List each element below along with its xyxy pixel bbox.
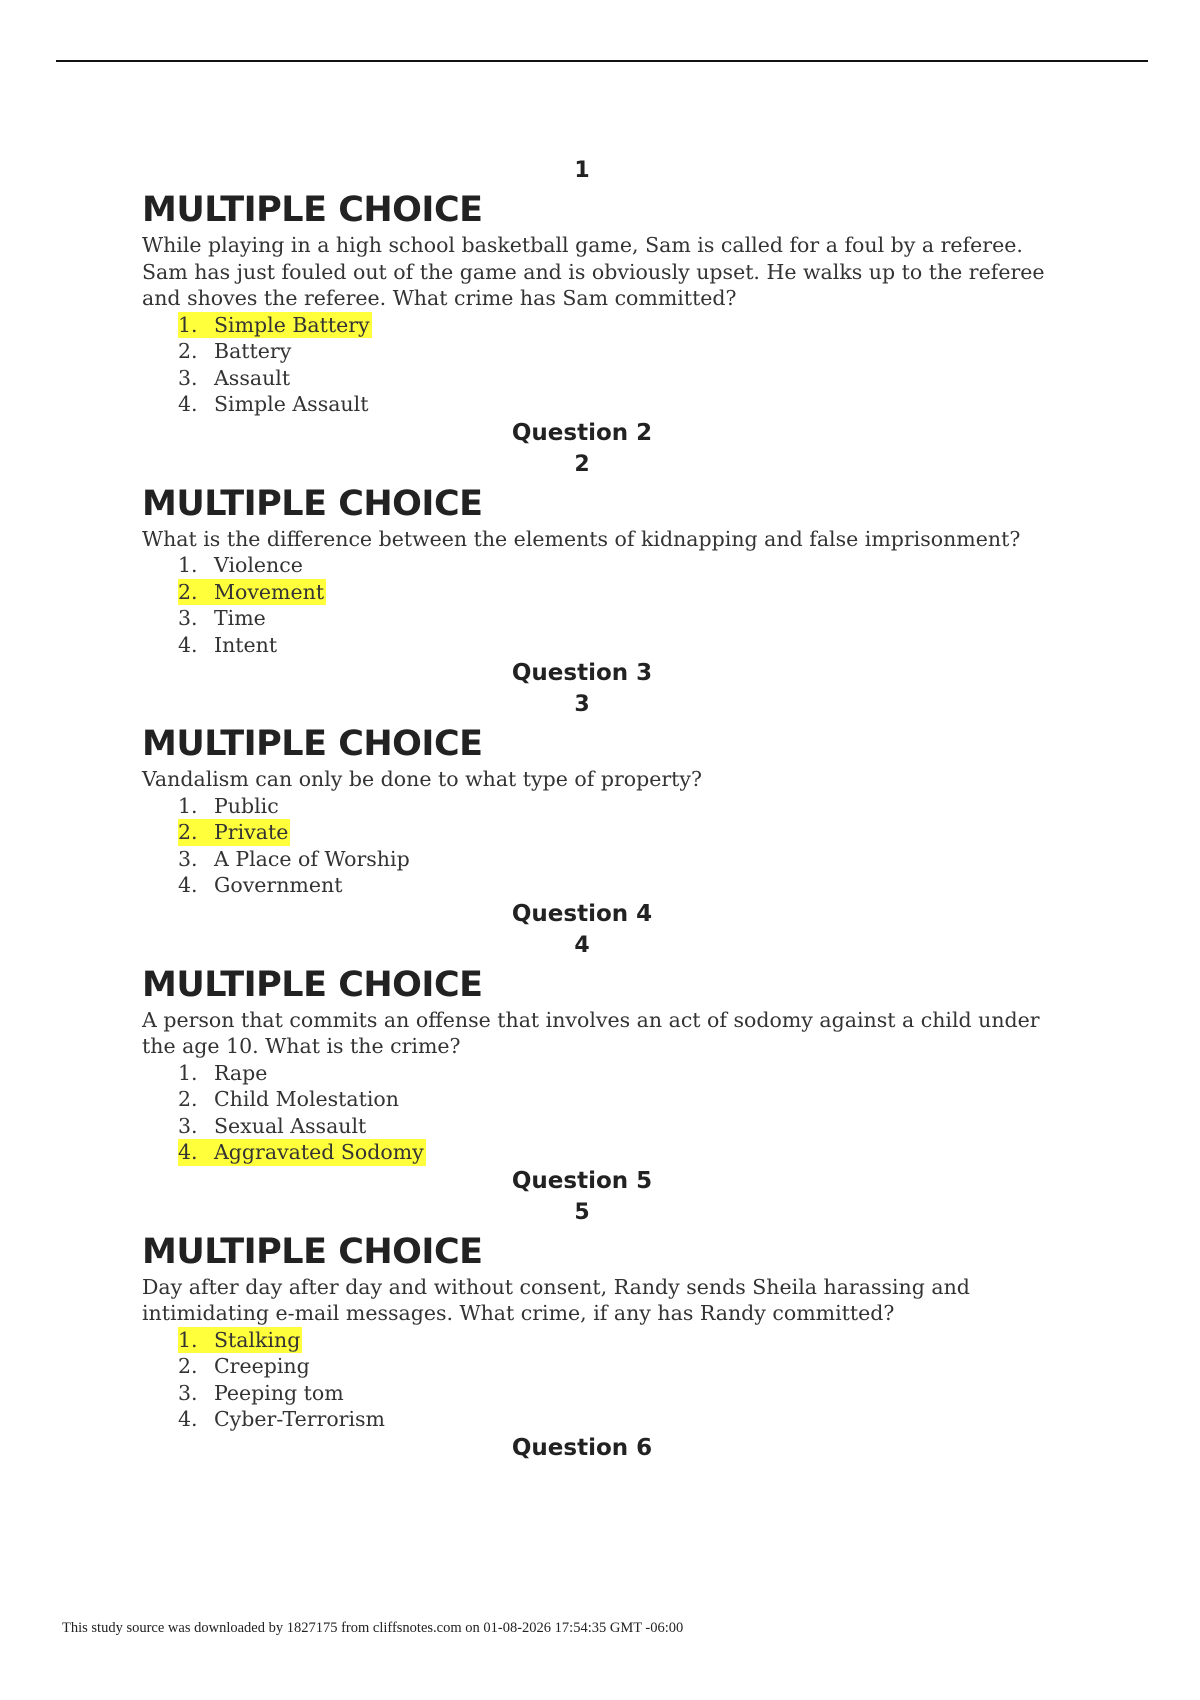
answer-label: Peeping tom — [214, 1380, 344, 1405]
question-label: Question 2 — [511, 419, 653, 446]
question-block — [142, 156, 1062, 418]
answer-number: 3. — [178, 365, 198, 390]
question-text: What is the difference between the elements of kidnapping and false imprisonment? — [142, 526, 1021, 551]
question-block — [142, 658, 1062, 899]
answer-list — [142, 312, 1062, 418]
answer-number: 4. — [178, 1140, 198, 1164]
question-type-heading: MULTIPLE CHOICE — [142, 724, 483, 764]
answer-number: 4. — [178, 632, 198, 657]
answer-number: 3. — [178, 1380, 198, 1405]
question-type-heading: MULTIPLE CHOICE — [142, 190, 483, 230]
question-number: 5 — [574, 1199, 590, 1225]
answer-option — [178, 846, 1062, 873]
answer-number: 3. — [178, 606, 198, 630]
answer-option — [178, 338, 1062, 365]
answer-option — [178, 793, 1062, 820]
answer-list — [142, 1327, 1062, 1433]
answer-label: Sexual Assault — [214, 1113, 367, 1138]
answer-list — [142, 793, 1062, 899]
answer-label: Cyber-Terrorism — [214, 1407, 385, 1431]
answer-highlight — [178, 312, 372, 339]
answer-label: Creeping — [214, 1354, 310, 1378]
question-label: Question 3 — [511, 660, 653, 686]
question-type-heading: MULTIPLE CHOICE — [142, 483, 483, 524]
question-number: 1 — [574, 158, 590, 183]
answer-list — [142, 1060, 1062, 1166]
answer-option — [178, 1353, 1062, 1380]
question-block — [142, 899, 1062, 1166]
answer-option — [178, 632, 1062, 659]
answer-option — [178, 1060, 1062, 1087]
document-content — [142, 156, 1062, 1465]
answer-option — [178, 365, 1062, 392]
answer-list — [142, 552, 1062, 658]
answer-number: 1. — [178, 312, 198, 337]
answer-option — [178, 391, 1062, 418]
answer-label: Battery — [214, 339, 292, 363]
answer-option — [178, 579, 1062, 606]
answer-label: Movement — [214, 579, 325, 604]
question-label: Question 4 — [511, 900, 653, 927]
question-number: 2 — [574, 451, 590, 477]
answer-number: 4. — [178, 1407, 198, 1431]
question-type-heading: MULTIPLE CHOICE — [142, 1231, 483, 1272]
answer-option — [178, 1327, 1062, 1354]
answer-label: Intent — [214, 632, 278, 657]
answer-option — [178, 1113, 1062, 1140]
answer-highlight — [178, 579, 326, 606]
question-block — [142, 1166, 1062, 1433]
answer-number: 1. — [178, 1327, 198, 1352]
answer-label: Aggravated Sodomy — [214, 1140, 424, 1164]
answer-number: 2. — [178, 1087, 198, 1111]
answer-highlight — [178, 819, 290, 846]
question-type-heading: MULTIPLE CHOICE — [142, 964, 483, 1005]
question-text: While playing in a high school basketball game, Sam is called for a foul by a referee. Sam has just fouled out of the game and is obviously upset. He walks up to the referee and shoves the referee. What crime has Sam committed? — [142, 233, 1045, 310]
question-block — [142, 418, 1062, 659]
answer-option — [178, 1406, 1062, 1433]
answer-option — [178, 1139, 1062, 1166]
top-rule — [56, 60, 1148, 62]
question-label: Question 6 — [511, 1434, 653, 1461]
answer-number: 2. — [178, 339, 198, 363]
answer-label: Child Molestation — [214, 1087, 399, 1111]
answer-number: 1. — [178, 553, 198, 577]
answer-number: 3. — [178, 1113, 198, 1138]
answer-number: 4. — [178, 392, 198, 416]
answer-option — [178, 1380, 1062, 1407]
answer-number: 1. — [178, 793, 198, 818]
answer-label: Simple Assault — [214, 392, 369, 416]
answer-option — [178, 872, 1062, 899]
answer-label: Rape — [214, 1060, 268, 1085]
answer-label: Time — [214, 606, 266, 630]
answer-label: Private — [214, 820, 289, 844]
question-number: 4 — [574, 932, 590, 958]
answer-label: Violence — [214, 553, 303, 577]
answer-label: Simple Battery — [214, 312, 370, 337]
answer-label: Government — [214, 873, 343, 897]
answer-number: 1. — [178, 1060, 198, 1085]
answer-label: Stalking — [214, 1327, 301, 1352]
answer-option — [178, 312, 1062, 339]
answer-option — [178, 819, 1062, 846]
answer-number: 2. — [178, 820, 198, 844]
question-text: A person that commits an offense that involves an act of sodomy against a child under the age 10. What is the crime? — [142, 1007, 1040, 1058]
answer-number: 2. — [178, 1354, 198, 1378]
question-text: Day after day after day and without consent, Randy sends Sheila harassing and intimidating e-mail messages. What crime, if any has Randy committed? — [142, 1274, 970, 1325]
answer-number: 3. — [178, 846, 198, 871]
download-footer: This study source was downloaded by 1827175 from cliffsnotes.com on 01-08-2026 17:54:35 GMT -06:00 — [62, 1620, 684, 1636]
answer-option — [178, 552, 1062, 579]
answer-option — [178, 605, 1062, 632]
answer-label: Public — [214, 793, 279, 818]
answer-highlight — [178, 1139, 426, 1166]
question-text: Vandalism can only be done to what type of property? — [142, 767, 702, 791]
answer-highlight — [178, 1327, 302, 1354]
answer-number: 2. — [178, 579, 198, 604]
answer-label: Assault — [214, 365, 291, 390]
question-label: Question 5 — [511, 1167, 653, 1194]
question-number: 3 — [574, 692, 590, 717]
answer-label: A Place of Worship — [214, 846, 410, 871]
answer-number: 4. — [178, 873, 198, 897]
answer-option — [178, 1086, 1062, 1113]
